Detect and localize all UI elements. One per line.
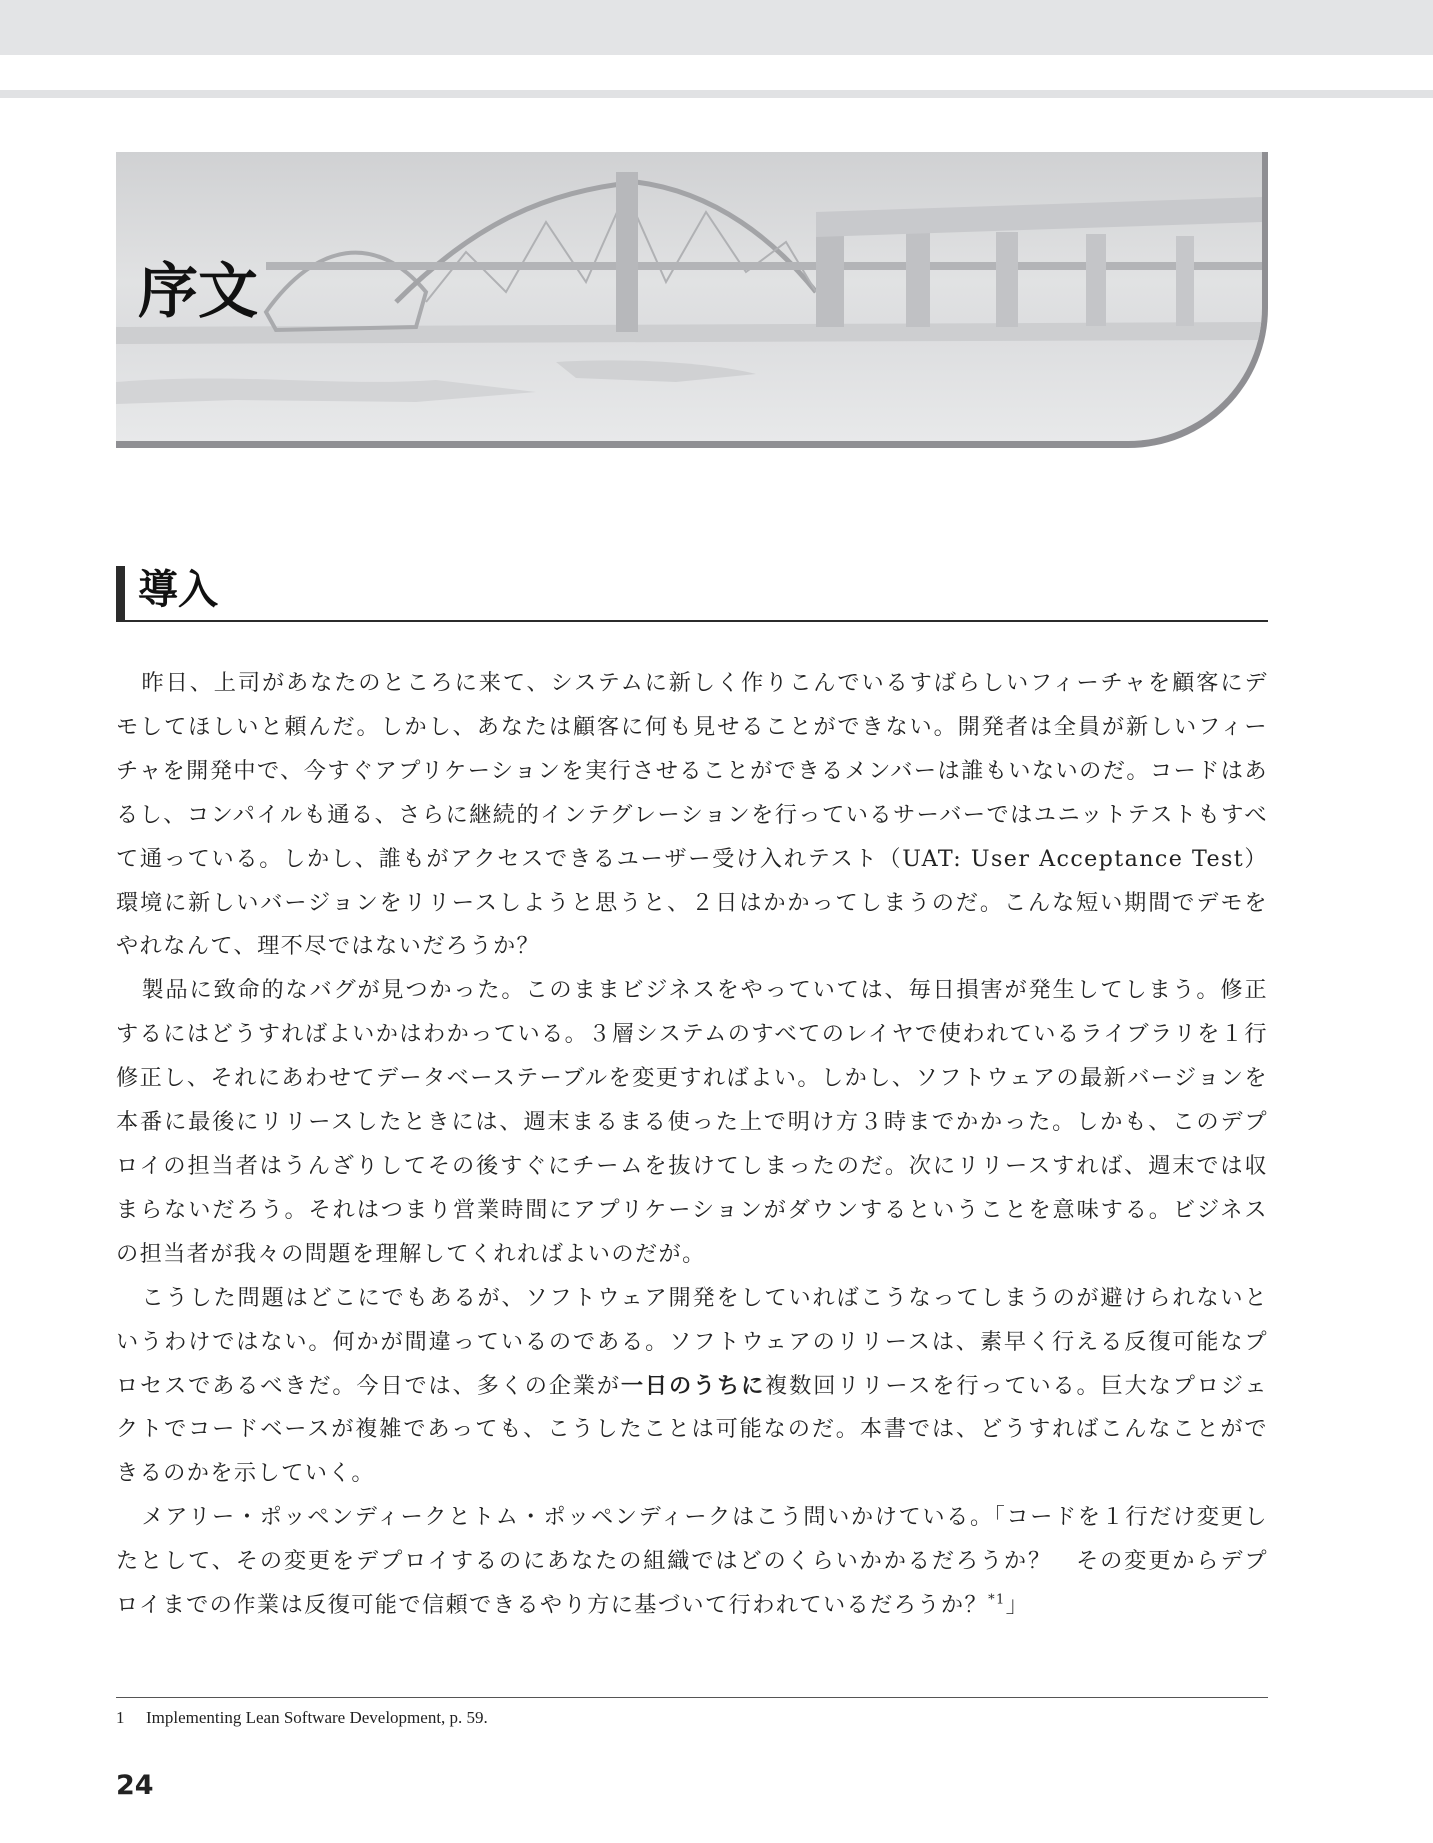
footnote-number: 1: [116, 1708, 125, 1727]
bridge-pier-5: [1176, 236, 1194, 326]
bridge-pier-2: [906, 227, 930, 327]
paragraph-1: 昨日、上司があなたのところに来て、システムに新しく作りこんでいるすばらしいフィーチャを顧客にデモしてほしいと頼んだ。しかし、あなたは顧客に何も見せることができない。開発者は全員が新しいフィーチャを開発中で、今すぐアプリケーションを実行させることができるメンバーは誰もいないのだ。コードはあるし、コンパイルも通る、さらに継続的インテグレーションを行っているサーバーではユニットテストもすべて通っている。しかし、誰もがアクセスできるユーザー受け入れテスト（UAT: User Acceptance Test）環境に新しいバージョンをリリースしようと思うと、２日はかかってしまうのだ。こんな短い期間でデモをやれなんて、理不尽ではないだろうか？: [116, 670, 1268, 960]
footnote-rule: [116, 1697, 1268, 1698]
paragraph-2: 製品に致命的なバグが見つかった。このままビジネスをやっていては、毎日損害が発生してしまう。修正するにはどうすればよいかはわかっている。３層システムのすべてのレイヤで使われているライブラリを１行修正し、それにあわせてデータベーステーブルを変更すればよい。しかし、ソフトウェアの最新バージョンを本番に最後にリリースしたときには、週末まるまる使った上で明け方３時までかかった。しかも、このデプロイの担当者はうんざりしてその後すぐにチームを抜けてしまったのだ。次にリリースすれば、週末では収まらないだろう。それはつまり営業時間にアプリケーションがダウンするということを意味する。ビジネスの担当者が我々の問題を理解してくれればよいのだが。: [116, 977, 1268, 1267]
paragraph-3-after: 複数回リリースを行っている。巨大なプロジェクトでコードベースが複雑であっても、こうしたことは可能なのだ。本書では、どうすればこんなことができるのかを示していく。: [116, 1372, 1268, 1487]
bridge-pier-3: [996, 232, 1018, 327]
bridge-upper-truss-right: [816, 197, 1262, 237]
chapter-title: 序文: [138, 257, 258, 327]
page-number: 24: [116, 1770, 154, 1801]
paragraph-4: [116, 1496, 1268, 1628]
bridge-pier-4: [1086, 234, 1106, 326]
paragraph-4-text: メアリー・ポッペンディークとトム・ポッペンディークはこう問いかけている。「コードを１行だけ変更したとして、その変更をデプロイするのにあなたの組織ではどのくらいかかるだろうか？ その変更からデプロイまでの作業は反復可能で信頼できるやり方に基づいて行われているだろうか？: [116, 1504, 1268, 1619]
section-heading: [116, 566, 1268, 622]
footnote-reference[interactable]: *1: [988, 1592, 1006, 1608]
top-header-band: [0, 0, 1433, 55]
top-rule: [0, 90, 1433, 98]
footnote-text: Implementing Lean Software Development, p. 59.: [146, 1708, 488, 1727]
bridge-photo: [116, 152, 1262, 441]
paragraph-3-before: こうした問題はどこにでもあるが、ソフトウェア開発をしていればこうなってしまうのが避けられないというわけではない。何かが間違っているのである。ソフトウェアのリリースは、素早く行える反復可能なプロセスであるべきだ。今日では、多くの企業が: [116, 1284, 1268, 1399]
chapter-banner: [116, 152, 1268, 448]
paragraph-4-close: 」: [1005, 1592, 1030, 1619]
bridge-deck: [266, 262, 1262, 270]
paragraph-3: [116, 1277, 1268, 1497]
foreground-rocks: [116, 378, 536, 404]
section-title: 導入: [138, 567, 218, 613]
bridge-span-mid: [396, 182, 816, 302]
foreground-rocks-2: [556, 360, 756, 382]
emphasis-text: 一日のうちに: [620, 1372, 766, 1399]
bridge-tower-1: [616, 172, 638, 332]
footnote: [116, 1708, 488, 1728]
body-text: [116, 662, 1268, 1628]
